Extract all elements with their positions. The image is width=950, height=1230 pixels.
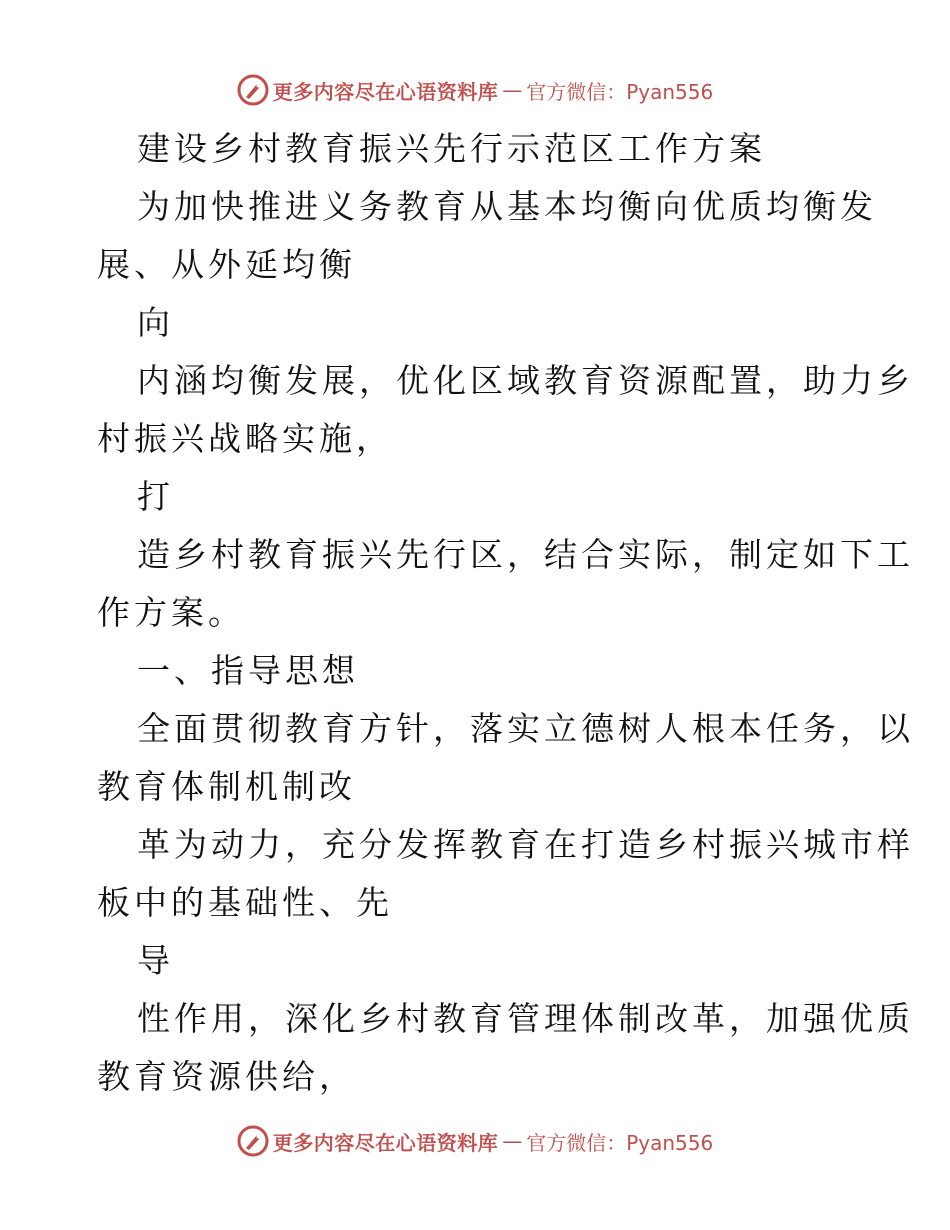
watermark-brand: 更多内容尽在心语资料库 xyxy=(272,79,499,104)
document-line: 性作用，深化乡村教育管理体制改革，加强优质 xyxy=(137,999,914,1038)
header-watermark xyxy=(0,74,950,106)
watermark-suffix: 官方微信：Pyan556 xyxy=(526,79,714,104)
document-line: 板中的基础性、先 xyxy=(97,883,393,922)
document-body xyxy=(97,120,914,1106)
document-line: 造乡村教育振兴先行区，结合实际，制定如下工 xyxy=(137,535,914,574)
footer-watermark xyxy=(0,1125,950,1157)
pen-nib-logo-icon xyxy=(237,74,269,106)
document-line: 向 xyxy=(137,303,174,342)
document-line: 教育资源供给， xyxy=(97,1057,356,1096)
pen-nib-logo-icon xyxy=(237,1125,269,1157)
document-line: 为加快推进义务教育从基本均衡向优质均衡发 xyxy=(137,187,877,226)
document-line: 村振兴战略实施， xyxy=(97,419,393,458)
document-line: 展、从外延均衡 xyxy=(97,245,356,284)
document-line: 内涵均衡发展，优化区域教育资源配置，助力乡 xyxy=(137,361,914,400)
watermark-separator: — xyxy=(502,1129,523,1153)
document-line: 导 xyxy=(137,941,174,980)
document-line: 打 xyxy=(137,477,174,516)
document-line: 建设乡村教育振兴先行示范区工作方案 xyxy=(137,129,766,168)
watermark-brand: 更多内容尽在心语资料库 xyxy=(272,1130,499,1155)
document-line: 革为动力，充分发挥教育在打造乡村振兴城市样 xyxy=(137,825,914,864)
document-line: 作方案。 xyxy=(97,593,245,632)
watermark-suffix: 官方微信：Pyan556 xyxy=(526,1130,714,1155)
document-line: 全面贯彻教育方针，落实立德树人根本任务，以 xyxy=(137,709,914,748)
document-line: 教育体制机制改 xyxy=(97,767,356,806)
watermark-separator: — xyxy=(502,78,523,102)
document-line: 一、指导思想 xyxy=(137,651,359,690)
